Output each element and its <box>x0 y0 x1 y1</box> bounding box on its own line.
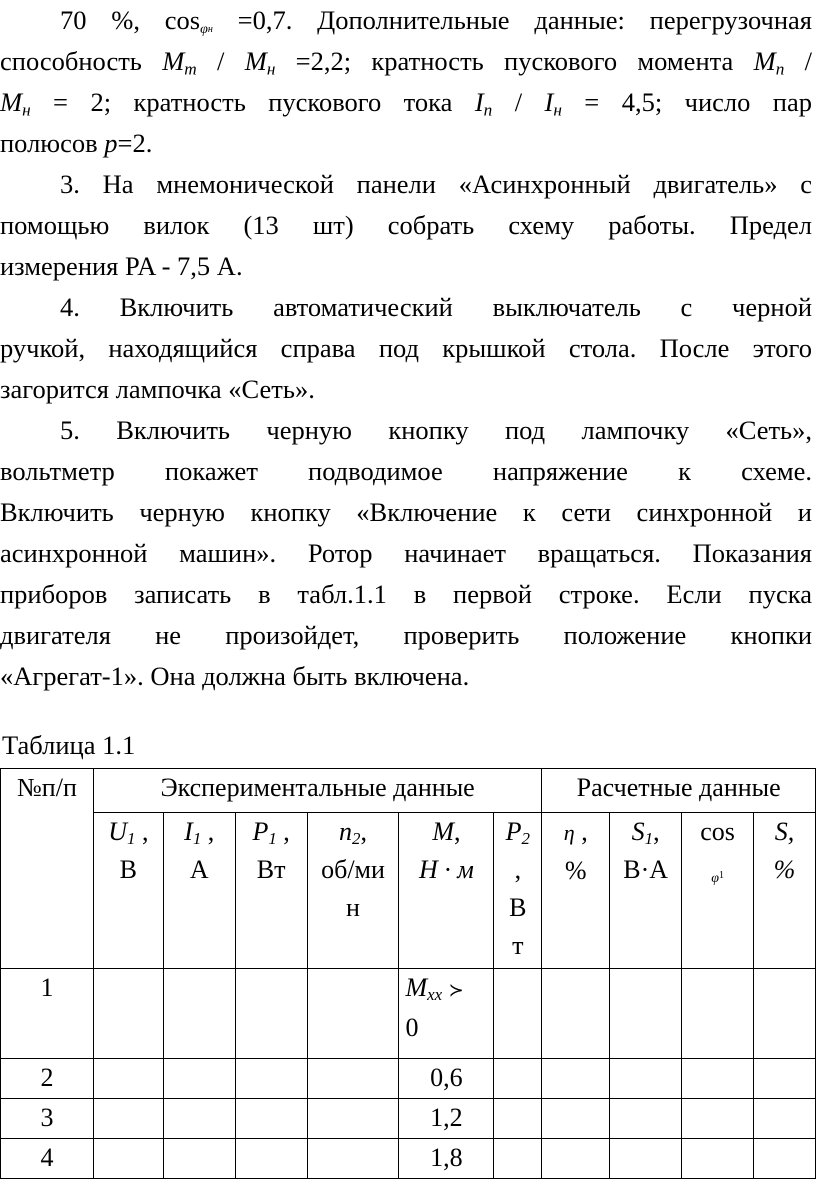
text: , <box>135 817 149 846</box>
table-row <box>1 1059 816 1099</box>
table-caption: Таблица 1.1 <box>2 730 136 760</box>
cell <box>307 1059 399 1099</box>
unit: т <box>512 931 524 960</box>
paragraph-step-4 <box>0 287 812 410</box>
var: I <box>544 87 554 117</box>
table-row <box>1 1099 816 1139</box>
subscript: т <box>184 59 197 79</box>
succeeds-symbol: ≻ <box>448 980 464 1000</box>
table-row <box>1 969 816 1059</box>
text: =0,7. Дополнительные данные: перегрузочная <box>212 5 812 35</box>
phi-symbol: φ <box>200 22 208 38</box>
cell <box>307 969 399 1059</box>
table-header-row <box>1 769 816 813</box>
cell <box>163 1099 235 1139</box>
data-table <box>0 768 816 1179</box>
cell <box>163 1059 235 1099</box>
row-num: 3 <box>1 1099 94 1139</box>
subscript: 2 <box>352 829 361 849</box>
line: 4. Включить автоматический выключатель с черной <box>60 292 812 322</box>
cell <box>494 1099 542 1139</box>
text: / <box>784 46 812 76</box>
subscript: 2 <box>521 829 530 849</box>
cell <box>754 1099 816 1139</box>
cell-m: 0,6 <box>399 1059 494 1099</box>
line: загорится лампочка «Сеть». <box>0 374 315 404</box>
var: n <box>339 817 353 846</box>
var: M <box>753 46 776 76</box>
row-num: 4 <box>1 1139 94 1179</box>
header-u1 <box>93 813 163 969</box>
text: = 2; кратность пускового тока <box>30 87 475 117</box>
cell-m: 1,2 <box>399 1099 494 1139</box>
header-eta <box>542 813 610 969</box>
cell <box>610 1099 682 1139</box>
cell <box>754 1139 816 1179</box>
cell <box>235 969 307 1059</box>
cell <box>494 1059 542 1099</box>
line: помощью вилок (13 шт) собрать схему работы. Предел <box>0 210 812 240</box>
table-row <box>1 1139 816 1179</box>
line <box>0 82 812 123</box>
row-num: 2 <box>1 1059 94 1099</box>
unit: В <box>119 855 137 884</box>
var: S, <box>774 817 795 846</box>
header-experimental: Экспериментальные данные <box>93 769 541 813</box>
header-cos <box>682 813 754 969</box>
cell <box>542 1059 610 1099</box>
cell <box>494 1139 542 1179</box>
header-num: №п/п <box>1 769 94 969</box>
cell <box>93 1099 163 1139</box>
line: двигателя не произойдет, проверить положение кнопки <box>0 620 812 650</box>
var: U <box>108 817 127 846</box>
unit: н <box>346 893 360 922</box>
cell <box>542 969 610 1059</box>
header-s <box>754 813 816 969</box>
subscript: 1 <box>268 829 277 849</box>
cell <box>754 1059 816 1099</box>
text: , <box>201 817 215 846</box>
subscript: н <box>207 24 213 35</box>
unit: В·А <box>623 855 669 884</box>
cell <box>682 969 754 1059</box>
cell <box>754 969 816 1059</box>
unit: Н · м <box>418 855 474 884</box>
unit: А <box>189 855 209 884</box>
text: , <box>276 817 290 846</box>
var: P <box>505 817 522 846</box>
cell <box>163 969 235 1059</box>
header-i1 <box>163 813 235 969</box>
cell <box>235 1059 307 1099</box>
cell <box>93 1059 163 1099</box>
subscript: п <box>775 59 785 79</box>
subscript: 1 <box>644 829 654 849</box>
var: p <box>104 128 118 158</box>
line: Включить черную кнопку «Включение к сети синхронной и <box>0 497 812 527</box>
line <box>0 123 812 164</box>
var: S <box>631 817 645 846</box>
header-n2 <box>307 813 399 969</box>
var: M <box>162 46 185 76</box>
cell <box>682 1059 754 1099</box>
header-m <box>399 813 494 969</box>
text: 70 %, cos <box>60 5 201 35</box>
cell-m <box>399 969 494 1059</box>
subscript: 1 <box>192 829 202 849</box>
line: 5. Включить черную кнопку под лампочку «Сеть», <box>60 415 812 445</box>
unit: В <box>509 893 527 922</box>
text: / <box>196 46 245 76</box>
line: приборов записать в табл.1.1 в первой строке. Если пуска <box>0 579 812 609</box>
text: , <box>653 817 660 846</box>
phi-symbol: φ <box>711 871 719 887</box>
line: 3. На мнемонической панели «Асинхронный двигатель» с <box>60 169 812 199</box>
header-calculated: Расчетные данные <box>542 769 816 813</box>
row-num: 1 <box>1 969 94 1059</box>
subscript: п <box>483 100 493 120</box>
cell <box>93 1139 163 1179</box>
paragraph-step-3 <box>0 164 812 287</box>
line: измерения PA - 7,5 А. <box>0 251 243 281</box>
line: вольтметр покажет подводимое напряжение к схеме. <box>0 456 812 486</box>
header-s1 <box>610 813 682 969</box>
cell <box>610 969 682 1059</box>
header-p1 <box>235 813 307 969</box>
text: cos <box>700 817 735 846</box>
text: , <box>574 817 588 846</box>
subscript: н <box>266 59 276 79</box>
unit: % <box>773 855 796 884</box>
cell <box>610 1059 682 1099</box>
cell <box>610 1139 682 1179</box>
subscript: 1 <box>126 829 136 849</box>
cell <box>235 1139 307 1179</box>
var: η <box>563 820 575 845</box>
cell <box>307 1139 399 1179</box>
text: полюсов <box>0 128 105 158</box>
cell <box>542 1139 610 1179</box>
line <box>0 41 812 82</box>
cell <box>93 969 163 1059</box>
text: =2. <box>117 128 153 158</box>
cell <box>235 1099 307 1139</box>
cell <box>307 1099 399 1139</box>
line: асинхронной машин». Ротор начинает вращаться. Показания <box>0 538 812 568</box>
var: M <box>0 87 23 117</box>
subscript: хх <box>427 985 443 1005</box>
var: M <box>432 817 454 846</box>
var: M <box>405 973 428 1002</box>
paragraph-step-5 <box>0 410 812 697</box>
line: ручкой, находящийся справа под крышкой стола. После этого <box>0 333 812 363</box>
cell-m: 1,8 <box>399 1139 494 1179</box>
subscript: 1 <box>718 870 724 881</box>
unit: об/ми <box>321 855 385 884</box>
line: «Агрегат-1». Она должна быть включена. <box>0 661 470 691</box>
subscript: н <box>553 100 562 120</box>
cell <box>542 1099 610 1139</box>
text: = 4,5; число пар <box>561 87 812 117</box>
subscript: н <box>22 100 31 120</box>
text: , <box>360 817 367 846</box>
var: I <box>184 817 193 846</box>
var: I <box>474 87 484 117</box>
header-p2 <box>494 813 542 969</box>
text: способность <box>0 46 163 76</box>
cell <box>682 1099 754 1139</box>
text: , <box>453 817 461 846</box>
text: =2,2; кратность пускового момента <box>275 46 754 76</box>
line <box>0 0 812 41</box>
text: , <box>514 855 522 884</box>
table-subheader-row <box>1 813 816 969</box>
value: 0 <box>405 1013 419 1042</box>
text: / <box>492 87 545 117</box>
var: P <box>252 817 269 846</box>
unit: % <box>564 856 587 885</box>
cell <box>494 969 542 1059</box>
paragraph-motor-data <box>0 0 812 164</box>
unit: Вт <box>256 855 286 884</box>
cell <box>163 1139 235 1179</box>
var: M <box>244 46 267 76</box>
cell <box>682 1139 754 1179</box>
